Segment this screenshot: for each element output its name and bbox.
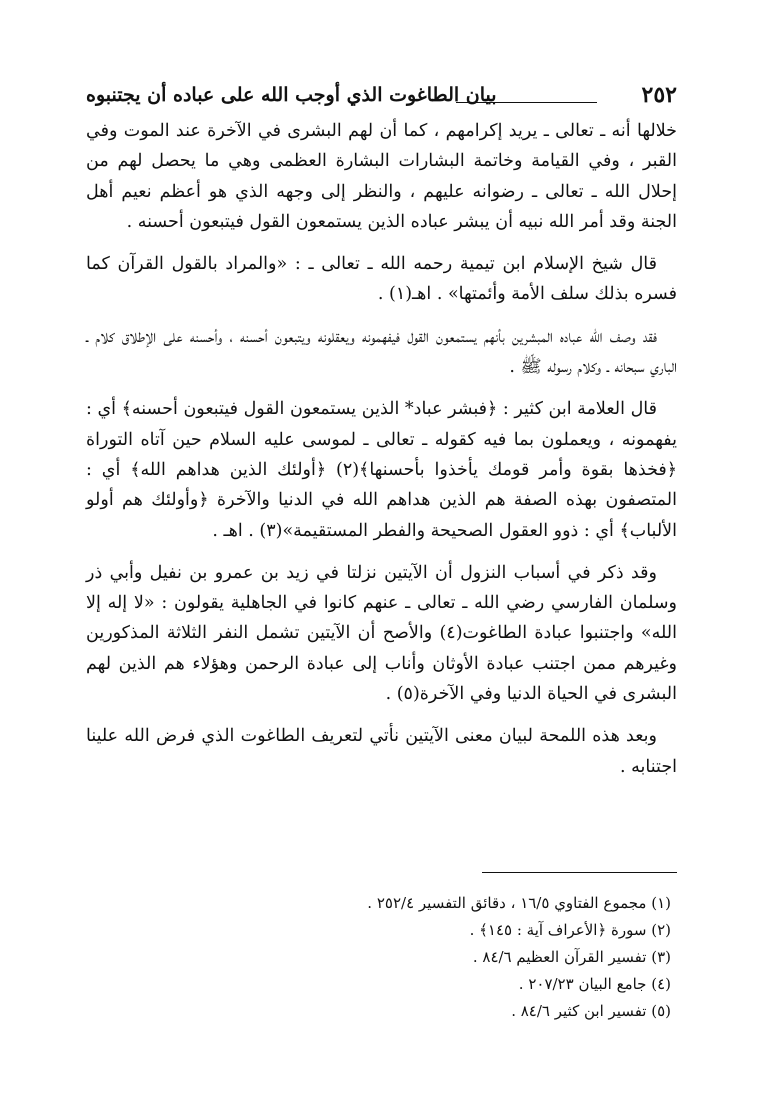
- footnote-2: (٢) سورة ﴿الأعراف آية : ١٤٥﴾ .: [469, 921, 671, 939]
- running-header: [86, 80, 677, 116]
- footnote-4: (٤) جامع البيان ٢٠٧/٢٣ .: [518, 975, 671, 993]
- page-number: ٢٥٢: [641, 82, 677, 108]
- footnotes: [300, 890, 671, 1025]
- paragraph-5: وقد ذكر في أسباب النزول أن الآيتين نزلتا في زيد بن عمرو بن نفيل وأبي ذر وسلمان الفارسي رضي الله ـ تعالى ـ عنهم كانوا في الجاهلية يقولون : «لا إله إلا الله» واجتنبوا عبادة الطاغوت(٤) والأصح أن الآيتين تشمل النفر الثلاثة المذكورين وغيرهم ممن اجتنب عبادة الأوثان وأناب إلى عبادة الرحمن وهؤلاء هم الذين لهم البشرى في الحياة الدنيا وفي الآخرة(٥) .: [86, 562, 677, 705]
- footnote-separator: [482, 872, 677, 873]
- paragraph-2: قال شيخ الإسلام ابن تيمية رحمه الله ـ تعالى ـ : «والمراد بالقول القرآن كما فسره بذلك سلف الأمة وأئمتها» . اهـ(١) .: [86, 254, 677, 305]
- paragraph-3: فقد وصف الله عباده المبشرين بأنهم يستمعون القول فيفهمونه ويعقلونه ويتبعون أحسنه ، وأحسنه على الإطلاق كلام ـ الباري سبحانه ـ وكلام رسوله ﷺ .: [86, 326, 677, 378]
- running-title: بيان الطاغوت الذي أوجب الله على عباده أن يجتنبوه: [86, 84, 497, 106]
- paragraph-4: قال العلامة ابن كثير : ﴿فبشر عباد* الذين يستمعون القول فيتبعون أحسنه﴾ أي : يفهمونه ، ويعملون بما فيه كقوله ـ تعالى ـ لموسى عليه السلام حين آتاه التوراة ﴿فخذها بقوة وأمر قومك يأخذوا بأحسنها﴾(٢) ﴿أولئك الذين هداهم الله﴾ أي : المتصفون بهذه الصفة هم الذين هداهم الله في الدنيا والآخرة ﴿وأولئك هم أولو الألباب﴾ أي : ذوو العقول الصحيحة والفطر المستقيمة»(٣) . اهـ .: [86, 399, 677, 541]
- footnote-5: (٥) تفسير ابن كثير ٨٤/٦ .: [511, 1002, 671, 1020]
- paragraph-1: خلالها أنه ـ تعالى ـ يريد إكرامهم ، كما أن لهم البشرى في الآخرة عند الموت وفي القبر ، وفي القيامة وخاتمة البشارات البشارة العظمى وهي ما يحصل لهم من إحلال الله ـ تعالى ـ رضوانه عليهم ، والنظر إلى وجهه الذي هو أعظم نعيم أهل الجنة وقد أمر الله نبيه أن يبشر عباده الذين يستمعون القول فيتبعون أحسنه .: [86, 121, 677, 232]
- paragraph-6: وبعد هذه اللمحة لبيان معنى الآيتين نأتي لتعريف الطاغوت الذي فرض الله علينا اجتنابه .: [86, 726, 677, 777]
- footnote-3: (٣) تفسير القرآن العظيم ٨٤/٦ .: [472, 948, 671, 966]
- main-text: [86, 116, 677, 794]
- footnote-1: (١) مجموع الفتاوي ١٦/٥ ، دقائق التفسير ٢٥٢/٤ .: [367, 894, 671, 912]
